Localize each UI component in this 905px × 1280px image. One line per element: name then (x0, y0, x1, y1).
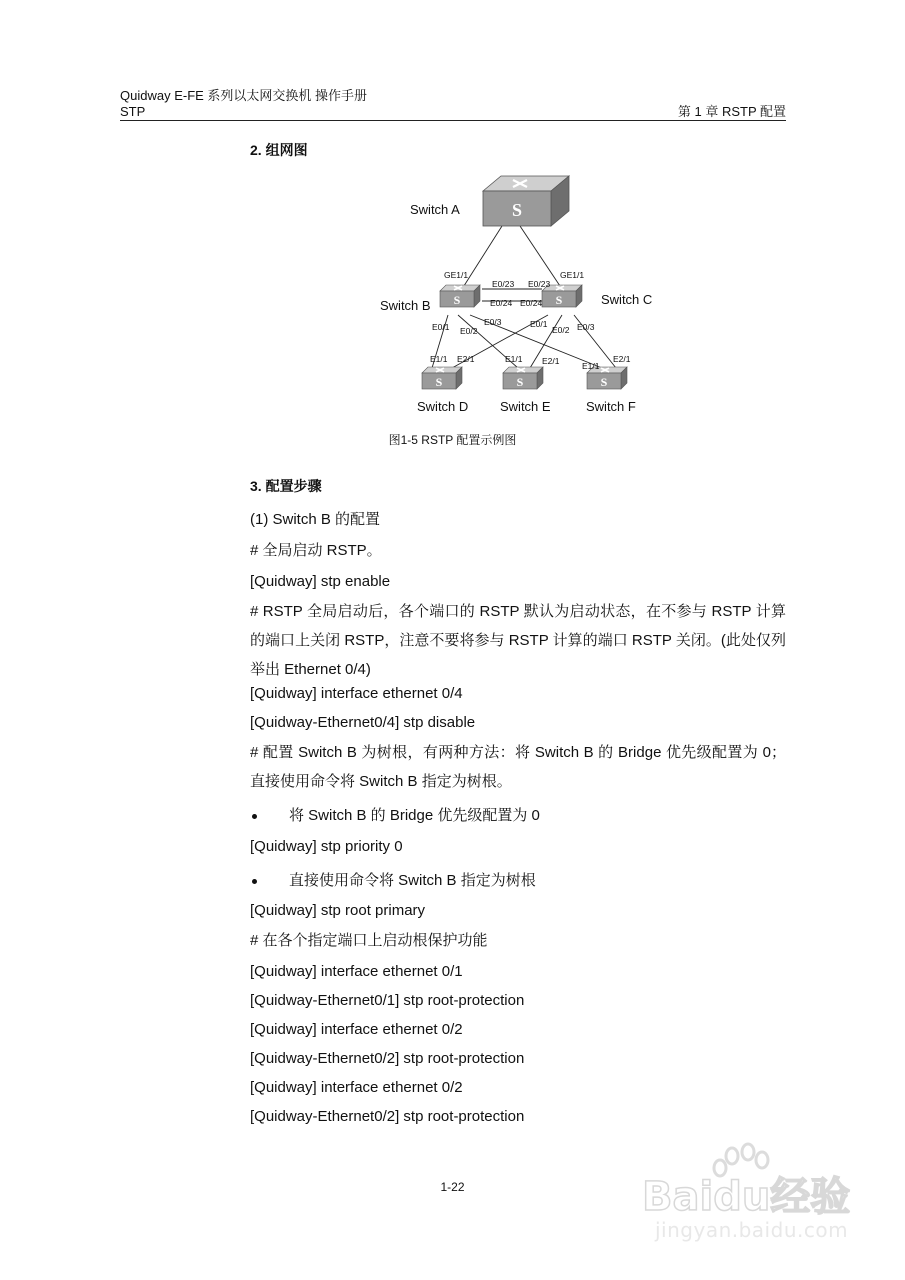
switch-c-label: Switch C (601, 292, 653, 307)
switch-b-label: Switch B (380, 298, 431, 313)
svg-text:S: S (516, 375, 524, 389)
bullet-item: 将 Switch B 的 Bridge 优先级配置为 0 (289, 807, 540, 824)
header-rule (120, 120, 786, 121)
port-label: E0/24 (490, 298, 513, 308)
svg-text:S: S (453, 293, 461, 307)
switch-a-label: Switch A (410, 202, 460, 217)
command-line: [Quidway] interface ethernet 0/1 (250, 963, 463, 980)
figure-caption: 图1-5 RSTP 配置示例图 (388, 433, 517, 447)
command-line: [Quidway] stp root primary (250, 902, 426, 919)
port-label: E1/1 (582, 361, 600, 371)
port-label: GE1/1 (444, 270, 469, 280)
command-line: [Quidway] interface ethernet 0/4 (250, 685, 463, 702)
port-label: E0/3 (577, 322, 595, 332)
port-label: E0/2 (552, 325, 570, 335)
port-label: E2/1 (457, 354, 475, 364)
section-title-config-steps: 3. 配置步骤 (250, 478, 322, 494)
header-manual-title: Quidway E-FE 系列以太网交换机 操作手册 (120, 88, 368, 103)
watermark-url: jingyan.baidu.com (655, 1218, 849, 1242)
step-1-heading: (1) Switch B 的配置 (250, 511, 381, 528)
header-chapter: 第 1 章 RSTP 配置 (677, 104, 786, 119)
port-label: E0/2 (460, 326, 478, 336)
switch-a-icon (483, 176, 569, 226)
switch-e-label: Switch E (500, 399, 551, 414)
port-label: E0/1 (432, 322, 450, 332)
comment-paragraph: # 配置 Switch B 为树根，有两种方法：将 Switch B 的 Bridge 优先级配置为 0；直接使用命令将 Switch B 指定为树根。 (250, 744, 786, 790)
switch-e-icon (503, 367, 543, 389)
command-line: [Quidway] stp priority 0 (250, 838, 403, 855)
port-label: E1/1 (505, 354, 523, 364)
section-title-network-diagram: 2. 组网图 (250, 142, 308, 158)
svg-text:S: S (511, 200, 523, 220)
bullet-dot (252, 814, 257, 819)
switch-f-label: Switch F (586, 399, 636, 414)
command-line: [Quidway] interface ethernet 0/2 (250, 1021, 463, 1038)
port-label: E0/3 (484, 317, 502, 327)
bullet-dot (252, 879, 257, 884)
port-label: E1/1 (430, 354, 448, 364)
port-label: E0/1 (530, 319, 548, 329)
comment-line: # 在各个指定端口上启动根保护功能 (250, 932, 488, 949)
port-label: E0/23 (492, 279, 515, 289)
baidu-watermark-logo (640, 1140, 860, 1220)
port-label: E2/1 (613, 354, 631, 364)
bullet-item: 直接使用命令将 Switch B 指定为树根 (289, 872, 536, 889)
network-diagram (370, 165, 670, 427)
command-line: [Quidway] interface ethernet 0/2 (250, 1079, 463, 1096)
svg-text:S: S (435, 375, 443, 389)
command-line: [Quidway-Ethernet0/2] stp root-protection (250, 1050, 525, 1067)
header-section-name: STP (120, 104, 146, 119)
port-label: E2/1 (542, 356, 560, 366)
command-line: [Quidway] stp enable (250, 573, 391, 590)
svg-text:S: S (555, 293, 563, 307)
switch-d-icon (422, 367, 462, 389)
svg-text:Baidu经验: Baidu经验 (642, 1174, 851, 1220)
command-line: [Quidway-Ethernet0/4] stp disable (250, 714, 476, 731)
comment-line: # 全局启动 RSTP。 (250, 542, 382, 559)
port-label: E0/24 (520, 298, 543, 308)
page-number: 1-22 (440, 1180, 465, 1194)
port-label: GE1/1 (560, 270, 585, 280)
command-line: [Quidway-Ethernet0/1] stp root-protection (250, 992, 525, 1009)
port-label: E0/23 (528, 279, 551, 289)
comment-paragraph: # RSTP 全局启动后，各个端口的 RSTP 默认为启动状态，在不参与 RSTP 计算的端口上关闭 RSTP，注意不要将参与 RSTP 计算的端口 RSTP 关闭。(此处仅列举出 Ethernet 0/4) (250, 603, 786, 678)
switch-b-icon (440, 285, 480, 307)
svg-text:S: S (600, 375, 608, 389)
switch-d-label: Switch D (417, 399, 469, 414)
command-line: [Quidway-Ethernet0/2] stp root-protection (250, 1108, 525, 1125)
